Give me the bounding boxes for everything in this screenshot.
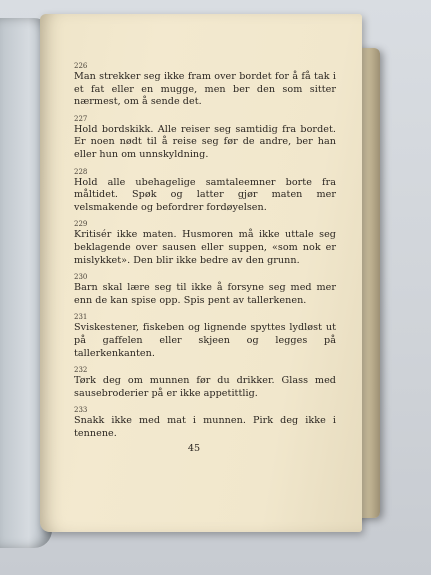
entry-text: Snakk ikke med mat i munnen. Pirk deg ikke i tennene. xyxy=(74,415,336,439)
entry-229 xyxy=(74,220,336,267)
entry-number: 230 xyxy=(74,273,88,282)
page-text xyxy=(74,62,336,446)
entry-text: Tørk deg om munnen før du drikker. Glass med sausebroderier på er ikke appetittlig. xyxy=(74,375,336,399)
entry-226 xyxy=(74,62,336,109)
entry-text: Hold alle ubehagelige samtaleemner borte fra måltidet. Spøk og latter gjør maten mer velsmakende og befordrer fordøyelsen. xyxy=(74,176,336,213)
page-number: 45 xyxy=(187,443,201,454)
entry-text: Kritisér ikke maten. Husmoren må ikke uttale seg beklagende over sausen eller suppen, «som nok er mislykket». Den blir ikke bedre av den grunn. xyxy=(74,229,336,266)
entry-228 xyxy=(74,168,336,215)
entry-230 xyxy=(74,273,336,307)
entry-number: 228 xyxy=(74,167,88,176)
entry-text: Man strekker seg ikke fram over bordet for å få tak i et fat eller en mugge, men ber den som sitter nærmest, om å sende det. xyxy=(74,71,336,108)
entry-number: 229 xyxy=(74,220,88,229)
entry-text: Sviskestener, fiskeben og lignende spyttes lydløst ut på gaffelen eller skjeen og legges på tallerkenkanten. xyxy=(74,322,336,359)
entry-number: 233 xyxy=(74,406,88,415)
entry-text: Hold bordskikk. Alle reiser seg samtidig fra bordet. Er noen nødt til å reise seg før de andre, ber han eller hun om unnskyldning. xyxy=(74,123,336,160)
entry-227 xyxy=(74,115,336,162)
entry-232 xyxy=(74,366,336,400)
entry-number: 231 xyxy=(74,313,88,322)
entry-text: Barn skal lære seg til ikke å forsyne seg med mer enn de kan spise opp. Spis pent av tallerkenen. xyxy=(74,282,336,306)
entry-231 xyxy=(74,313,336,360)
entry-233 xyxy=(74,406,336,440)
entry-number: 232 xyxy=(74,366,88,375)
entry-number: 226 xyxy=(74,62,88,70)
entry-number: 227 xyxy=(74,114,88,123)
